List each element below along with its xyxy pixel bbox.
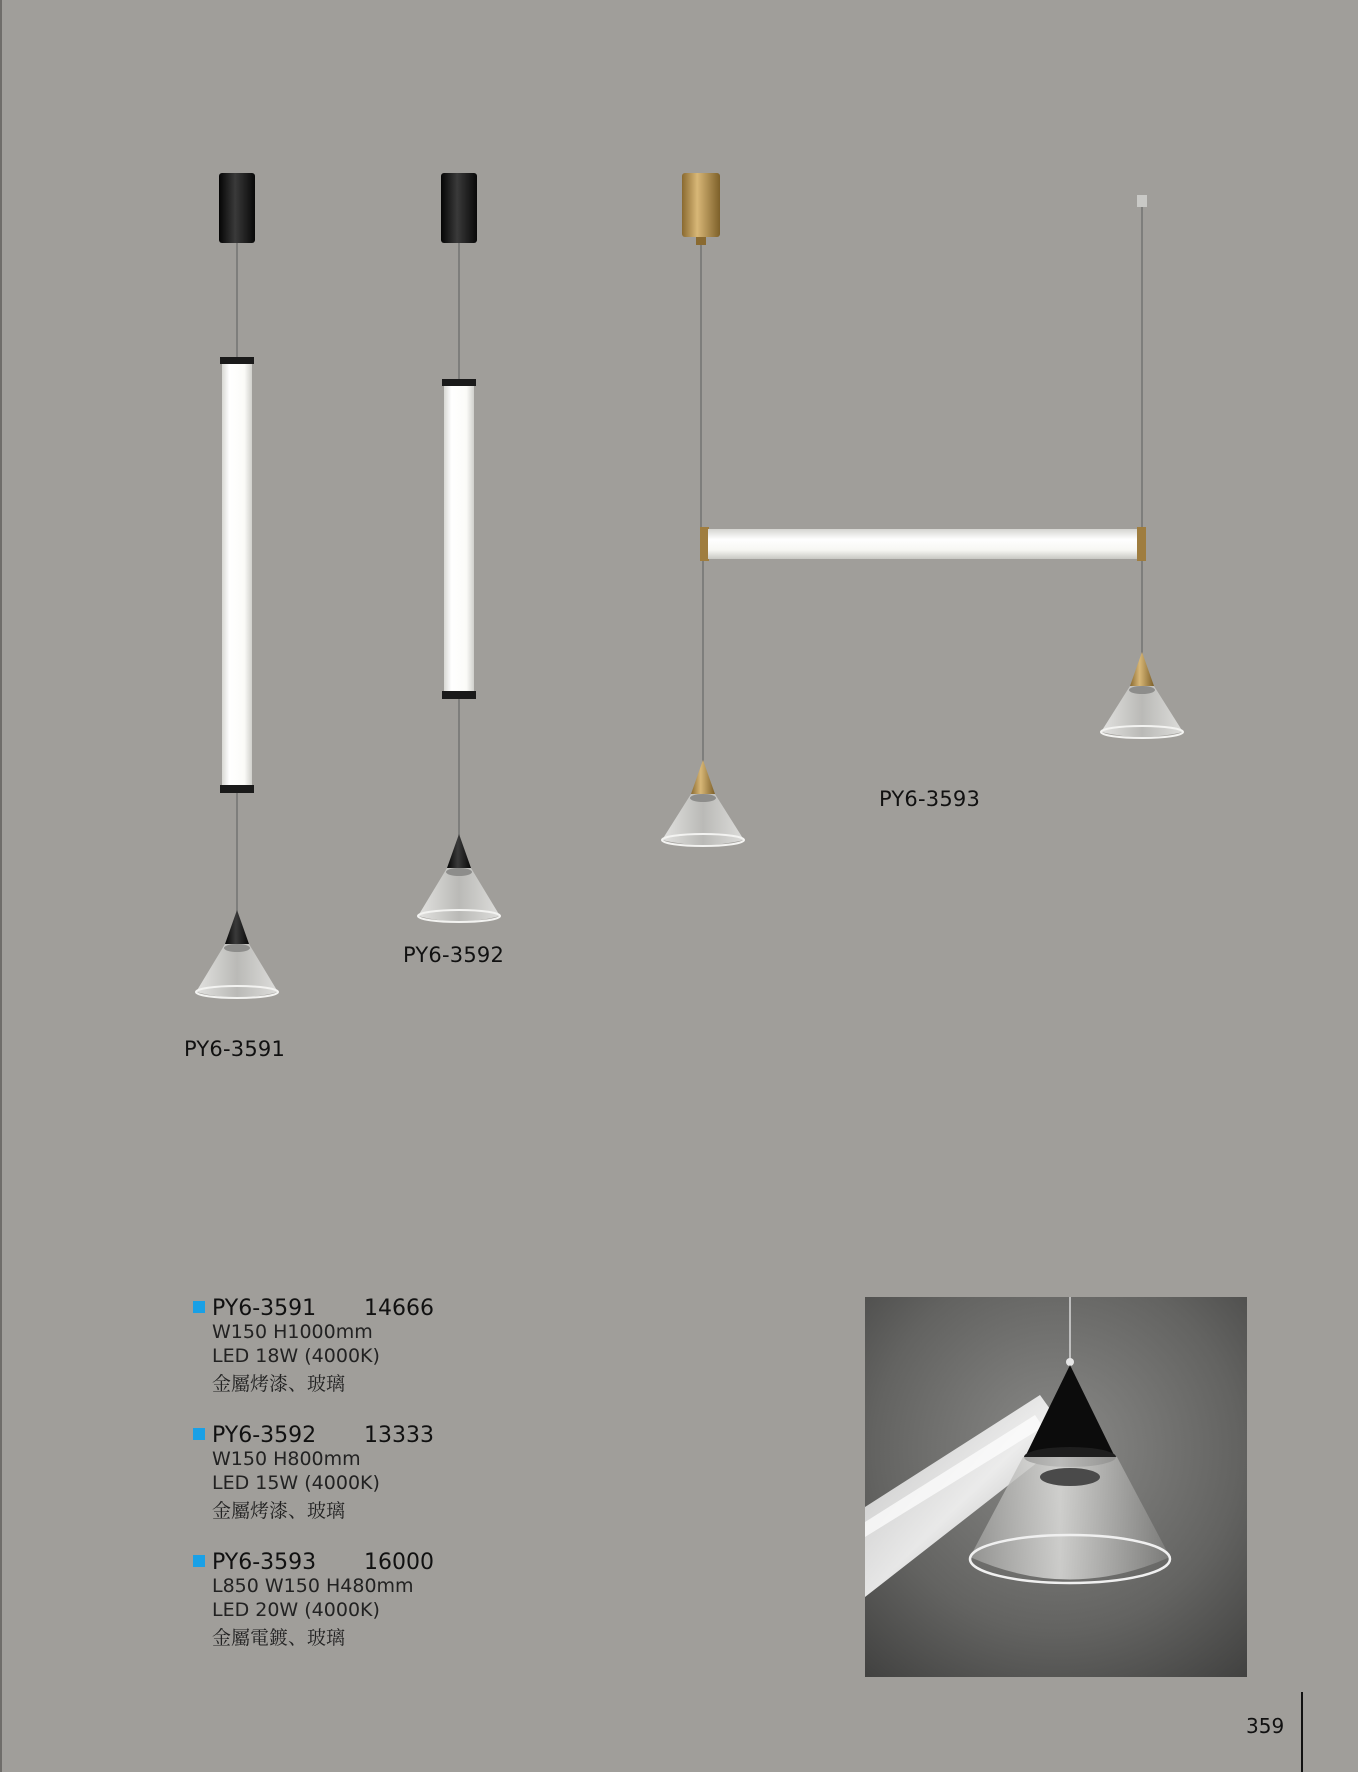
price: 13333: [364, 1423, 434, 1448]
price: 16000: [364, 1550, 434, 1575]
cone-head: [225, 910, 249, 944]
dimensions: L850 W150 H480mm: [212, 1575, 414, 1597]
dimensions: W150 H1000mm: [212, 1321, 373, 1343]
material: 金屬烤漆、玻璃: [212, 1500, 346, 1522]
lamp-py6-3593: [662, 173, 1183, 846]
tube-cap: [442, 691, 476, 699]
tube-cap: [220, 785, 254, 793]
power-spec: LED 18W (4000K): [212, 1345, 380, 1367]
canopy: [441, 173, 477, 243]
model-number: PY6-3592: [212, 1423, 317, 1448]
glass-cone: [196, 944, 278, 998]
tube-cap: [442, 379, 476, 386]
lamp-py6-3592: [418, 173, 500, 922]
page-number: 359: [1246, 1714, 1285, 1738]
price: 14666: [364, 1296, 434, 1321]
cone-head: [1130, 652, 1154, 686]
square-bullet-icon: [193, 1428, 205, 1440]
cone-head: [447, 834, 471, 868]
canopy: [219, 173, 255, 243]
closeup-photo: [865, 1297, 1247, 1677]
caption-py6-3591: PY6-3591: [184, 1037, 286, 1061]
material: 金屬烤漆、玻璃: [212, 1373, 346, 1395]
material: 金屬電鍍、玻璃: [212, 1627, 346, 1649]
glass-cone: [418, 868, 500, 922]
lamp-py6-3591: [196, 173, 278, 998]
power-spec: LED 20W (4000K): [212, 1599, 380, 1621]
cone-head: [691, 760, 715, 794]
caption-py6-3593: PY6-3593: [879, 787, 981, 811]
light-tube: [222, 364, 252, 786]
model-number: PY6-3591: [212, 1296, 317, 1321]
model-number: PY6-3593: [212, 1550, 317, 1575]
page-number-rule: [1301, 1692, 1303, 1772]
power-spec: LED 15W (4000K): [212, 1472, 380, 1494]
square-bullet-icon: [193, 1301, 205, 1313]
caption-py6-3592: PY6-3592: [403, 943, 505, 967]
light-tube: [444, 386, 474, 692]
tube-cap: [1137, 527, 1146, 561]
canopy: [682, 173, 720, 237]
dimensions: W150 H800mm: [212, 1448, 361, 1470]
tube-cap: [700, 527, 709, 561]
tube-cap: [220, 357, 254, 364]
square-bullet-icon: [193, 1555, 205, 1567]
light-tube: [708, 529, 1138, 559]
